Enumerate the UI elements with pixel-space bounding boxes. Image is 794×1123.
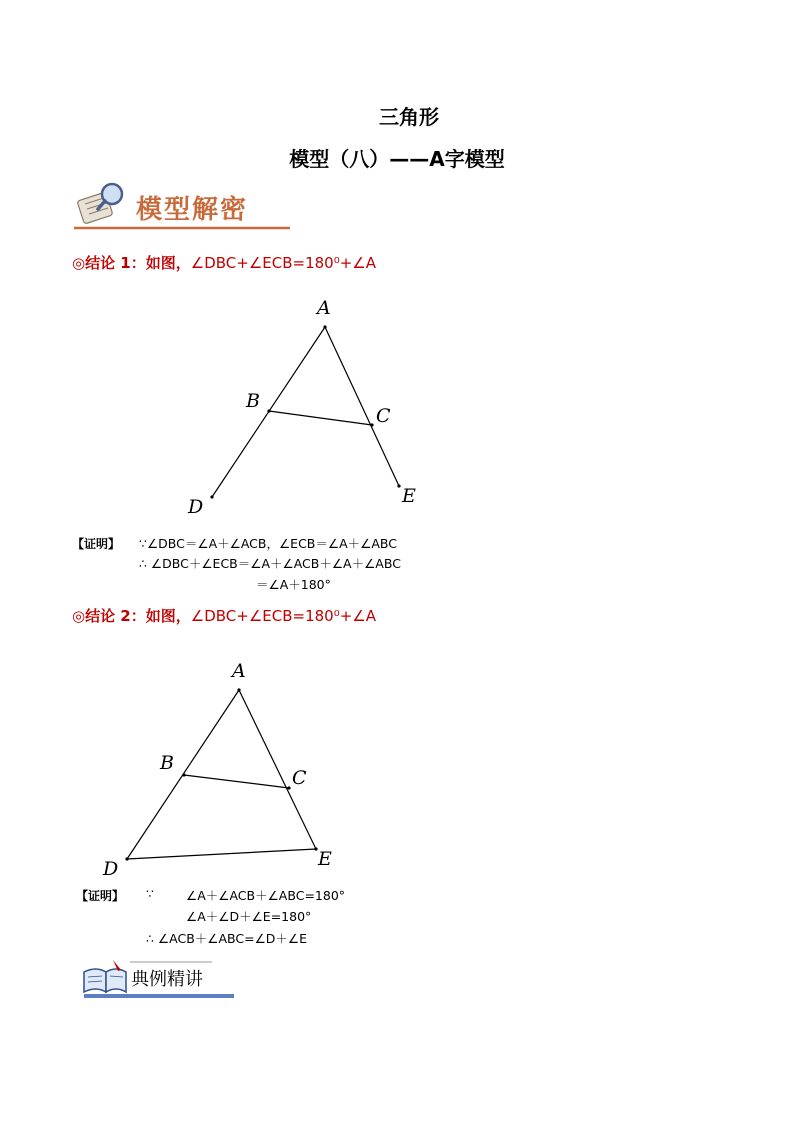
point-b-2 xyxy=(182,773,185,776)
proof-2-because: ∵ xyxy=(146,886,154,901)
conclusion-2-prefix: ◎结论 2：如图， xyxy=(72,607,191,625)
point-c-1 xyxy=(370,423,373,426)
point-d-2 xyxy=(125,857,128,860)
proof-1-line-3: ＝∠A＋180° xyxy=(256,577,331,592)
conclusion-2-formula: ∠DBC+∠ECB=180⁰+∠A xyxy=(190,607,376,625)
segment-de-2 xyxy=(127,849,316,859)
segment-bc-2 xyxy=(184,775,289,788)
fig2-label-b: B xyxy=(160,752,174,774)
point-e-1 xyxy=(397,484,400,487)
proof-1-label: 【证明】 xyxy=(72,537,121,551)
proof-2-line-1: ∠A＋∠ACB＋∠ABC=180° xyxy=(186,888,346,903)
point-a-2 xyxy=(237,688,240,691)
model-title: 模型（八）——A字模型 xyxy=(289,147,505,171)
point-a-1 xyxy=(323,325,326,328)
section-2-title: 典例精讲 xyxy=(131,969,203,990)
segment-bc-1 xyxy=(269,411,372,425)
conclusion-1-formula: ∠DBC+∠ECB=180⁰+∠A xyxy=(190,254,376,272)
proof-2-line-2: ∠A＋∠D＋∠E=180° xyxy=(186,909,312,924)
fig1-label-d: D xyxy=(188,496,204,518)
proof-1-line-1: ∵∠DBC＝∠A＋∠ACB，∠ECB＝∠A＋∠ABC xyxy=(139,536,397,551)
proof-2-label: 【证明】 xyxy=(76,889,125,903)
conclusion-1-prefix: ◎结论 1：如图， xyxy=(72,254,191,272)
point-b-1 xyxy=(267,409,270,412)
fig1-label-c: C xyxy=(376,405,391,427)
fig2-label-d: D xyxy=(103,858,119,880)
fig2-label-c: C xyxy=(292,767,307,789)
banner-title: 模型解密 xyxy=(136,195,249,225)
example-rule xyxy=(84,994,234,998)
proof-1-line-2: ∴ ∠DBC＋∠ECB＝∠A＋∠ACB＋∠A＋∠ABC xyxy=(139,556,401,571)
fig2-label-e: E xyxy=(318,848,332,870)
proof-2-line-3: ∴ ∠ACB＋∠ABC=∠D＋∠E xyxy=(146,931,308,946)
document-subject: 三角形 xyxy=(379,105,439,129)
fig1-label-e: E xyxy=(402,485,416,507)
point-d-1 xyxy=(210,495,213,498)
point-c-2 xyxy=(287,786,290,789)
fig1-label-a: A xyxy=(317,297,331,319)
open-book-icon xyxy=(84,960,126,992)
conclusion-2-heading xyxy=(72,605,376,626)
fig1-label-b: B xyxy=(246,390,260,412)
fig2-label-a: A xyxy=(232,660,246,682)
